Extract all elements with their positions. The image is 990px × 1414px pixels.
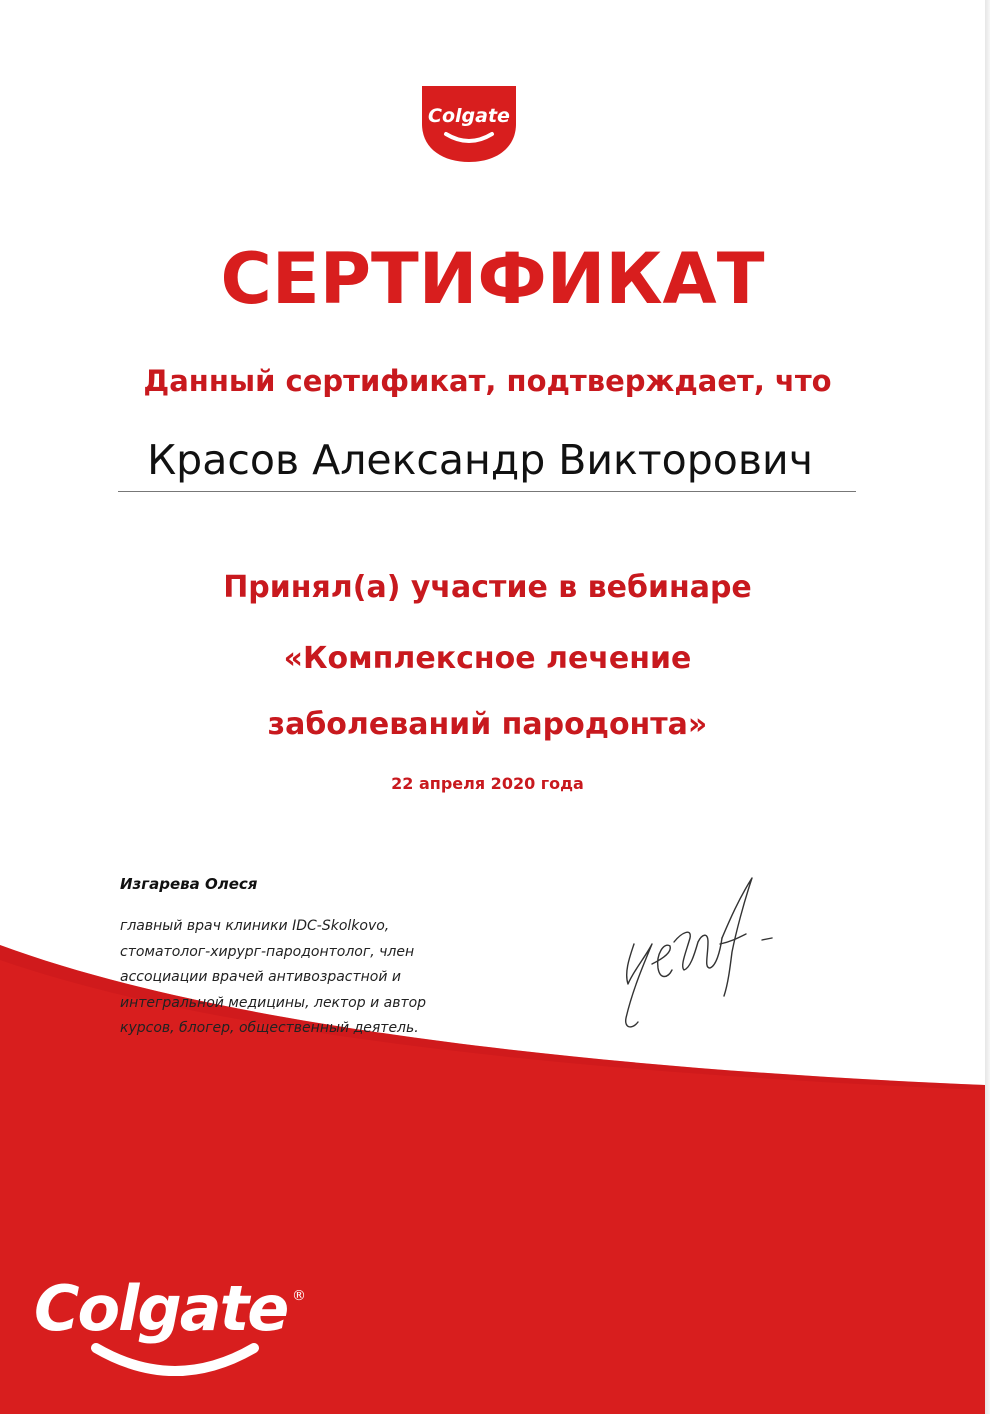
registered-mark: ® (292, 1288, 306, 1304)
bio-line: главный врач клиники IDC-Skolkovo, (120, 918, 390, 934)
signatory-name: Изгарева Олеся (120, 875, 258, 893)
webinar-date: 22 апреля 2020 года (391, 774, 584, 793)
signatory-bio (120, 914, 500, 1042)
webinar-title-line2: заболеваний пародонта» (267, 707, 708, 742)
bio-line: стоматолог-хирург-пародонтолог, член (120, 943, 415, 960)
confirms-text: Данный сертификат, подтверждает, что (143, 364, 832, 398)
name-underline (118, 491, 856, 492)
recipient-name: Красов Александр Викторович (147, 436, 813, 484)
bio-line: ассоциации врачей антивозрастной и (120, 969, 402, 985)
bottom-logo-text: Colgate (34, 1272, 288, 1345)
badge-logo-text: Colgate (428, 105, 510, 127)
colgate-logo (30, 1272, 320, 1392)
webinar-title-line1: «Комплексное лечение (283, 641, 692, 676)
colgate-badge-logo (418, 84, 520, 164)
page-edge-shadow (985, 0, 990, 1414)
participation-text: Принял(а) участие в вебинаре (223, 570, 752, 605)
handwritten-signature (612, 872, 792, 1042)
bio-line: курсов, блогер, общественный деятель. (120, 1020, 419, 1036)
certificate-title: СЕРТИФИКАТ (220, 238, 765, 320)
bio-line: интегральной медицины, лектор и автор (120, 994, 427, 1011)
